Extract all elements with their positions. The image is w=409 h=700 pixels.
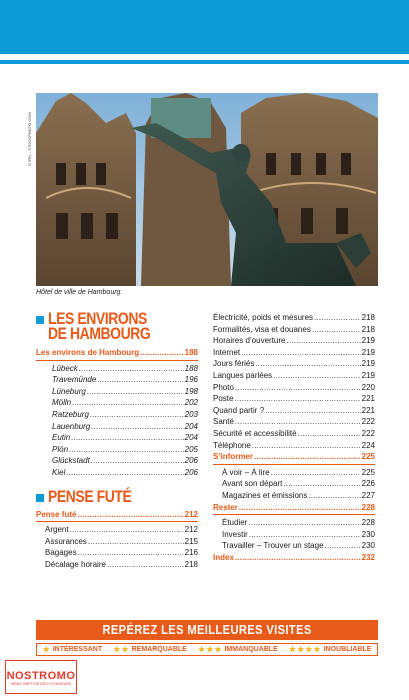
- toc-entry[interactable]: [213, 324, 375, 336]
- toc-entry[interactable]: [36, 363, 198, 375]
- square-bullet-icon: [36, 494, 44, 502]
- toc-right-column: [213, 312, 375, 563]
- toc-entry-label: Lübeck: [52, 363, 78, 373]
- toc-entry-label: Décalage horaire: [45, 559, 106, 569]
- header-bar: [0, 0, 409, 54]
- toc-entry-page: 203: [184, 409, 198, 419]
- toc-entry[interactable]: [36, 409, 198, 421]
- toc-entry-label: Kiel: [52, 467, 66, 477]
- toc-entry-page: 221: [361, 405, 375, 415]
- toc-entry-page: 206: [184, 456, 198, 466]
- toc-entry-label: Sécurité et accessibilité: [213, 428, 297, 438]
- toc-entry-label: Argent: [45, 525, 69, 535]
- toc-entry-label: À voir – À lire: [222, 467, 270, 477]
- toc-entry[interactable]: [213, 405, 375, 417]
- rating-label: INTÉRESSANT: [52, 646, 103, 653]
- nostromo-logo: NOSTROMO WEB COMPTOIR DES VOYAGEURS: [5, 660, 77, 694]
- toc-entry-label: Étudier: [222, 518, 248, 528]
- toc-entry-label: Eutin: [52, 433, 71, 443]
- leader-dots: [78, 547, 184, 559]
- toc-entry-label: Santé: [213, 417, 234, 427]
- toc-entry[interactable]: [213, 467, 375, 479]
- toc-entry[interactable]: [36, 524, 198, 536]
- toc-entry[interactable]: [213, 428, 375, 440]
- toc-entry[interactable]: [213, 490, 375, 502]
- toc-entry-page: 204: [184, 421, 198, 431]
- rating-item: [289, 645, 372, 654]
- toc-entry-page: 196: [184, 375, 198, 385]
- toc-entry-label: Langues parlées: [213, 370, 273, 380]
- toc-entry-label: Avant son départ: [222, 479, 283, 489]
- toc-entry-label: Mölln: [52, 398, 72, 408]
- toc-entry[interactable]: [36, 559, 198, 571]
- toc-entry-label: Téléphone: [213, 440, 251, 450]
- toc-entry-page: 224: [361, 440, 375, 450]
- hamburg-town-hall-photo: [36, 93, 378, 286]
- toc-entry-page: 215: [184, 536, 198, 546]
- leader-dots: [234, 393, 360, 405]
- star-icon: ★: [121, 645, 129, 654]
- toc-entry-page: 220: [361, 382, 375, 392]
- leader-dots: [312, 324, 361, 336]
- toc-entry[interactable]: [36, 397, 198, 409]
- toc-entry-page: 226: [361, 479, 375, 489]
- rating-item: [198, 645, 278, 654]
- toc-entry[interactable]: [36, 374, 198, 386]
- toc-entry-label: Investir: [222, 529, 248, 539]
- toc-entry-main[interactable]: Index ..... 232: [213, 552, 375, 564]
- leader-dots: [308, 490, 360, 502]
- toc-entry[interactable]: [213, 540, 375, 552]
- toc-entry-label: Internet: [213, 347, 241, 357]
- toc-entry-page: 219: [361, 336, 375, 346]
- toc-entry-main[interactable]: Pense futé ..... 212: [36, 509, 198, 521]
- leader-dots: [273, 370, 360, 382]
- toc-entry-label: Travailler – Trouver un stage: [222, 541, 324, 551]
- toc-entry[interactable]: [213, 347, 375, 359]
- toc-entry-page: 204: [184, 433, 198, 443]
- toc-entry[interactable]: [36, 536, 198, 548]
- toc-entry-page: 206: [184, 467, 198, 477]
- toc-entry[interactable]: [36, 467, 198, 479]
- orange-rule: [213, 464, 375, 465]
- toc-entry[interactable]: [213, 382, 375, 394]
- header-rule: [0, 60, 409, 64]
- toc-entry[interactable]: [213, 517, 375, 529]
- orange-rule: [36, 521, 198, 522]
- leader-dots: [235, 382, 361, 394]
- toc-entry[interactable]: [213, 416, 375, 428]
- toc-entry[interactable]: [36, 432, 198, 444]
- toc-entry-label: Travemünde: [52, 375, 97, 385]
- leader-dots: [69, 444, 184, 456]
- toc-entry-main[interactable]: Rester ..... 228: [213, 502, 375, 514]
- toc-entry[interactable]: [36, 421, 198, 433]
- toc-entry[interactable]: [213, 478, 375, 490]
- toc-entry-label: Poste: [213, 394, 234, 404]
- toc-entry-page: 198: [184, 386, 198, 396]
- toc-entry-label: Plön: [52, 444, 69, 454]
- toc-entry-label: Électricité, poids et mesures: [213, 313, 314, 322]
- star-icon: ★: [197, 645, 206, 654]
- toc-entry-label: Quand partir ?: [213, 405, 265, 415]
- toc-entry-label: Photo: [213, 382, 234, 392]
- leader-dots: [252, 440, 361, 452]
- leader-dots: [241, 347, 361, 359]
- leader-dots: [235, 416, 361, 428]
- rating-label: IMMANQUABLE: [224, 646, 278, 653]
- toc-entry[interactable]: [213, 393, 375, 405]
- toc-entry-page: 205: [184, 444, 198, 454]
- leader-dots: [97, 374, 183, 386]
- leader-dots: [265, 405, 361, 417]
- toc-entry-page: 222: [361, 417, 375, 427]
- toc-entry-label: Assurances: [45, 536, 87, 546]
- star-icon: ★: [214, 645, 222, 654]
- leader-dots: [283, 478, 360, 490]
- rating-legend: [36, 643, 378, 656]
- square-bullet-icon: [36, 316, 44, 324]
- toc-entry-page: 219: [361, 359, 375, 369]
- leader-dots: [72, 397, 184, 409]
- toc-entry-page: 230: [361, 541, 375, 551]
- toc-entry[interactable]: [213, 335, 375, 347]
- photo-credit: © IRH – STOCKPHOTO.COM: [27, 112, 32, 166]
- toc-entry-label: Lauenburg: [52, 421, 91, 431]
- section-heading-environs: LES ENVIRONS DE HAMBOURG: [36, 311, 198, 341]
- toc-left-column: [36, 311, 198, 571]
- orange-rule: [213, 514, 375, 515]
- toc-entry[interactable]: [213, 312, 375, 324]
- toc-entry-page: 218: [361, 313, 375, 322]
- leader-dots: [314, 312, 361, 324]
- toc-entry-label: Ratzeburg: [52, 409, 89, 419]
- star-icon: ★: [297, 645, 305, 654]
- toc-entry-page: 218: [361, 324, 375, 334]
- rating-item: [113, 645, 187, 654]
- toc-entry-main[interactable]: S’informer ..... 225: [213, 451, 375, 463]
- toc-entry[interactable]: [213, 358, 375, 370]
- toc-entry-page: 228: [361, 518, 375, 528]
- toc-entry[interactable]: [36, 547, 198, 559]
- toc-entry-label: Formalités, visa et douanes: [213, 324, 311, 334]
- leader-dots: [271, 467, 361, 479]
- toc-entry-page: 221: [361, 394, 375, 404]
- toc-entry-page: 227: [361, 490, 375, 500]
- toc-entry-page: 218: [184, 559, 198, 569]
- toc-entry-label: Bagages: [45, 548, 77, 558]
- toc-entry-label: Jours fériés: [213, 359, 255, 369]
- toc-entry[interactable]: [213, 370, 375, 382]
- star-icon: ★: [206, 645, 214, 654]
- section-heading-pense-fute: PENSE FUTÉ: [36, 489, 198, 504]
- toc-entry[interactable]: [36, 444, 198, 456]
- leader-dots: [325, 540, 361, 552]
- orange-rule: [36, 360, 198, 361]
- toc-entry-main[interactable]: Les environs de Hambourg ..... 188: [36, 347, 198, 359]
- leader-dots: [248, 517, 360, 529]
- leader-dots: [286, 335, 360, 347]
- leader-dots: [79, 363, 184, 375]
- toc-entry-label: Glückstadt: [52, 456, 90, 466]
- toc-entry-page: 219: [361, 370, 375, 380]
- star-icon: ★: [313, 645, 321, 654]
- leader-dots: [87, 386, 184, 398]
- best-visits-banner: REPÉREZ LES MEILLEURES VISITES: [36, 620, 378, 640]
- star-icon: ★: [288, 645, 297, 654]
- leader-dots: [88, 536, 184, 548]
- toc-entry-page: 219: [361, 347, 375, 357]
- leader-dots: [66, 467, 183, 479]
- star-icon: ★: [113, 645, 121, 654]
- toc-entry[interactable]: [36, 386, 198, 398]
- leader-dots: [249, 529, 361, 541]
- toc-entry-label: Lüneburg: [52, 386, 86, 396]
- toc-entry-page: 230: [361, 529, 375, 539]
- leader-dots: [107, 559, 184, 571]
- star-icon: ★: [305, 645, 313, 654]
- toc-entry-label: Magazines et émissions: [222, 490, 308, 500]
- toc-entry-page: 212: [184, 525, 198, 535]
- toc-entry-page: 225: [361, 467, 375, 477]
- star-icon: ★: [42, 645, 50, 654]
- leader-dots: [71, 432, 183, 444]
- toc-entry[interactable]: [36, 455, 198, 467]
- rating-label: INOUBLIABLE: [323, 646, 372, 653]
- leader-dots: [91, 455, 184, 467]
- rating-label: REMARQUABLE: [131, 646, 187, 653]
- toc-entry-page: 202: [184, 398, 198, 408]
- leader-dots: [298, 428, 361, 440]
- leader-dots: [90, 409, 184, 421]
- toc-entry-page: 216: [184, 548, 198, 558]
- toc-entry-label: Horaires d’ouverture: [213, 336, 286, 346]
- photo-caption: Hôtel de ville de Hambourg.: [36, 289, 123, 296]
- toc-entry[interactable]: [213, 440, 375, 452]
- toc-entry[interactable]: [213, 529, 375, 541]
- toc-entry-page: 222: [361, 428, 375, 438]
- rating-item: [43, 645, 103, 654]
- leader-dots: [70, 524, 184, 536]
- leader-dots: [255, 358, 360, 370]
- toc-entry-page: 188: [184, 363, 198, 373]
- leader-dots: [91, 421, 183, 433]
